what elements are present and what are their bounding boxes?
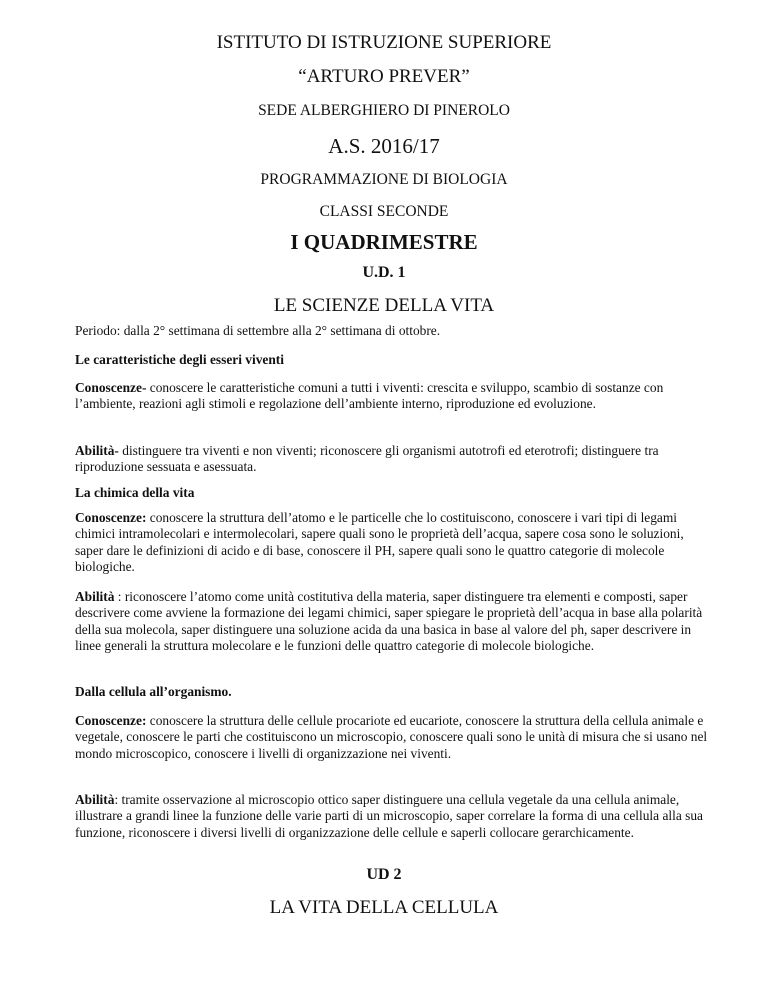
knowledge-label: Conoscenze- [75,380,147,395]
school-year: A.S. 2016/17 [328,134,440,158]
program-title: PROGRAMMAZIONE DI BIOLOGIA [260,171,508,188]
school-name: “ARTURO PREVER” [298,66,470,87]
skills-label: Abilità [75,589,115,604]
section-heading: Dalla cellula all’organismo. [75,684,232,699]
knowledge-label: Conoscenze: [75,510,147,525]
school-branch: SEDE ALBERGHIERO DI PINEROLO [258,102,510,119]
knowledge-paragraph [75,380,715,413]
skills-text: : riconoscere l’atomo come unità costitutiva della materia, saper distinguere tra elementi e composti, saper descrivere come avviene la formazione dei legami chimici, saper spiegare le proprietà dell’acqua in base alla polarità della sua molecola, saper distinguere una soluzione acida da una basica in base al valore del ph, saper descrivere in linee generali la struttura molecolare e le funzioni delle quattro categorie di molecole biologiche. [75,589,703,653]
unit-title: LE SCIENZE DELLA VITA [273,295,495,316]
unit-title: LA VITA DELLA CELLULA [269,897,499,918]
section-heading: Le caratteristiche degli esseri viventi [75,352,284,367]
skills-label: Abilità [75,792,115,807]
skills-text: distinguere tra viventi e non viventi; riconoscere gli organismi autotrofi ed eterotrofi; distinguere tra riproduzione sessuata e asessuata. [75,443,659,475]
knowledge-text: conoscere la struttura dell’atomo e le particelle che lo costituiscono, conoscere i vari tipi di legami chimici intramolecolari e intermolecolari, sapere quali sono le proprietà dell’acqua, sapere cosa sono le soluzioni, saper dare le definizioni di acido e di base, conoscere il PH, sapere quali sono le quattro categorie di molecole biologiche. [75,510,684,574]
institute-title: ISTITUTO DI ISTRUZIONE SUPERIORE [216,32,552,53]
skills-paragraph [75,792,715,841]
skills-paragraph [75,589,715,654]
skills-text: : tramite osservazione al microscopio ottico saper distinguere una cellula vegetale da una cellula animale, illustrare a grandi linee la funzione delle varie parti di un microscopio, saper correlare la forma di una cellula alla sua funzione, riconoscere i diversi livelli di organizzazione delle cellule e saperli collocare gerarchicamente. [75,792,703,840]
knowledge-text: conoscere le caratteristiche comuni a tutti i viventi: crescita e sviluppo, scambio di sostanze con l’ambiente, reazioni agli stimoli e regolazione dell’ambiente interno, riproduzione ed evoluzione. [75,380,664,412]
knowledge-paragraph [75,713,715,762]
unit-code: UD 2 [366,866,402,883]
unit-period: Periodo: dalla 2° settimana di settembre alla 2° settimana di ottobre. [75,323,441,338]
classes-label: CLASSI SECONDE [319,203,449,220]
section-heading: La chimica della vita [75,485,195,500]
skills-paragraph [75,443,715,476]
knowledge-text: conoscere la struttura delle cellule procariote ed eucariote, conoscere la struttura della cellula animale e vegetale, conoscere le parti che costituiscono un microscopio, conoscere quali sono le unità di misura che si usano nel mondo microscopico, conoscere i livelli di organizzazione nei viventi. [75,713,708,761]
term-heading: I QUADRIMESTRE [290,230,478,254]
knowledge-label: Conoscenze: [75,713,147,728]
skills-label: Abilità- [75,443,119,458]
knowledge-paragraph [75,510,715,575]
unit-code: U.D. 1 [362,264,406,281]
